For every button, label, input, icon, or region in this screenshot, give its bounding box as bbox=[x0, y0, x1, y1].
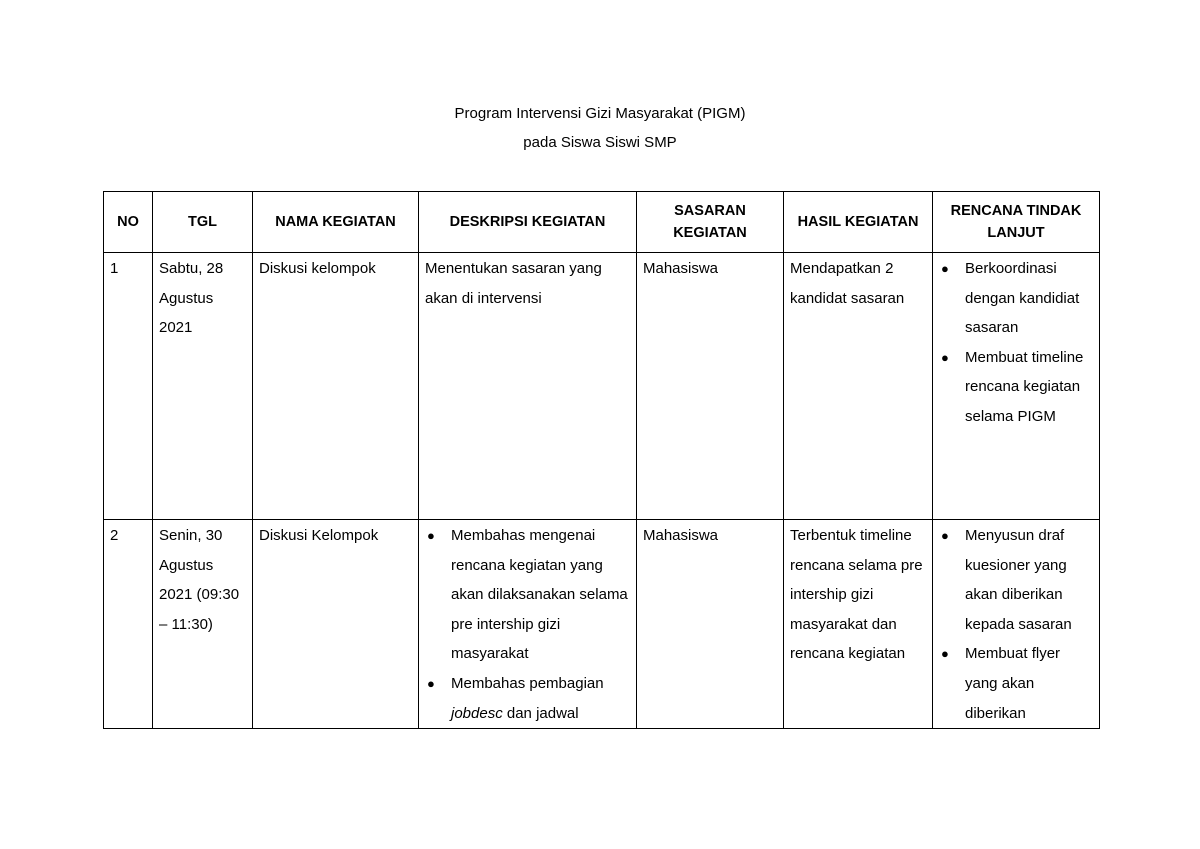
table-row bbox=[104, 253, 1100, 520]
list-item-text: Membahas mengenai rencana kegiatan yang akan dilaksanakan selama pre intership gizi masyarakat bbox=[451, 527, 628, 663]
list-item-text: Membahas pembagian bbox=[451, 674, 604, 692]
header-nama-kegiatan: NAMA KEGIATAN bbox=[253, 192, 419, 253]
header-rencana-tindak-lanjut: RENCANA TINDAK LANJUT bbox=[933, 192, 1100, 253]
header-hasil-kegiatan: HASIL KEGIATAN bbox=[784, 192, 933, 253]
cell-hasil-kegiatan: Mendapatkan 2 kandidat sasaran bbox=[784, 253, 933, 520]
bullet-icon: ● bbox=[427, 675, 435, 691]
header-deskripsi-kegiatan: DESKRIPSI KEGIATAN bbox=[419, 192, 637, 253]
list-item bbox=[939, 521, 1093, 639]
cell-deskripsi-kegiatan: Menentukan sasaran yang akan di intervensi bbox=[419, 253, 637, 520]
cell-hasil-kegiatan: Terbentuk timeline rencana selama pre intership gizi masyarakat dan rencana kegiatan bbox=[784, 520, 933, 729]
cell-rencana-tindak-lanjut bbox=[933, 253, 1100, 520]
cell-rencana-tindak-lanjut bbox=[933, 520, 1100, 729]
list-item bbox=[425, 669, 630, 728]
list-item bbox=[425, 521, 630, 669]
list-item bbox=[939, 343, 1093, 432]
document-subtitle: pada Siswa Siswi SMP bbox=[523, 134, 677, 151]
cell-sasaran-kegiatan: Mahasiswa bbox=[637, 520, 784, 729]
bullet-icon: ● bbox=[427, 528, 435, 543]
list-item-text: Menyusun draf kuesioner yang akan diberikan kepada sasaran bbox=[965, 527, 1072, 633]
cell-nama-kegiatan: Diskusi Kelompok bbox=[253, 520, 419, 729]
rencana-list bbox=[939, 521, 1093, 728]
activity-table bbox=[103, 191, 1100, 729]
deskripsi-list bbox=[425, 521, 630, 728]
header-no: NO bbox=[104, 192, 153, 253]
list-item-text: Membuat flyer yang akan diberikan bbox=[965, 645, 1061, 722]
table-row bbox=[104, 520, 1100, 729]
cell-no: 2 bbox=[104, 520, 153, 729]
cell-tgl: Senin, 30 Agustus 2021 (09:30 – 11:30) bbox=[153, 520, 253, 729]
cell-nama-kegiatan: Diskusi kelompok bbox=[253, 253, 419, 520]
header-sasaran-kegiatan: SASARAN KEGIATAN bbox=[637, 192, 784, 253]
bullet-icon: ● bbox=[941, 528, 949, 543]
list-item bbox=[939, 254, 1093, 343]
list-item-text: Berkoordinasi dengan kandidiat sasaran bbox=[965, 260, 1080, 337]
list-item bbox=[939, 639, 1093, 728]
header-tgl: TGL bbox=[153, 192, 253, 253]
table-header-row bbox=[104, 192, 1100, 253]
cell-no: 1 bbox=[104, 253, 153, 520]
cell-sasaran-kegiatan: Mahasiswa bbox=[637, 253, 784, 520]
list-item-text: Membuat timeline rencana kegiatan selama PIGM bbox=[965, 348, 1084, 425]
list-item-text-tail: dan jadwal bbox=[506, 704, 579, 722]
rencana-list bbox=[939, 254, 1093, 432]
cell-deskripsi-kegiatan bbox=[419, 520, 637, 729]
bullet-icon: ● bbox=[941, 261, 949, 276]
document-title: Program Intervensi Gizi Masyarakat (PIGM) bbox=[454, 105, 746, 122]
bullet-icon: ● bbox=[941, 646, 949, 662]
list-item-emphasis: jobdesc bbox=[451, 704, 503, 722]
bullet-icon: ● bbox=[941, 349, 949, 365]
cell-tgl: Sabtu, 28 Agustus 2021 bbox=[153, 253, 253, 520]
